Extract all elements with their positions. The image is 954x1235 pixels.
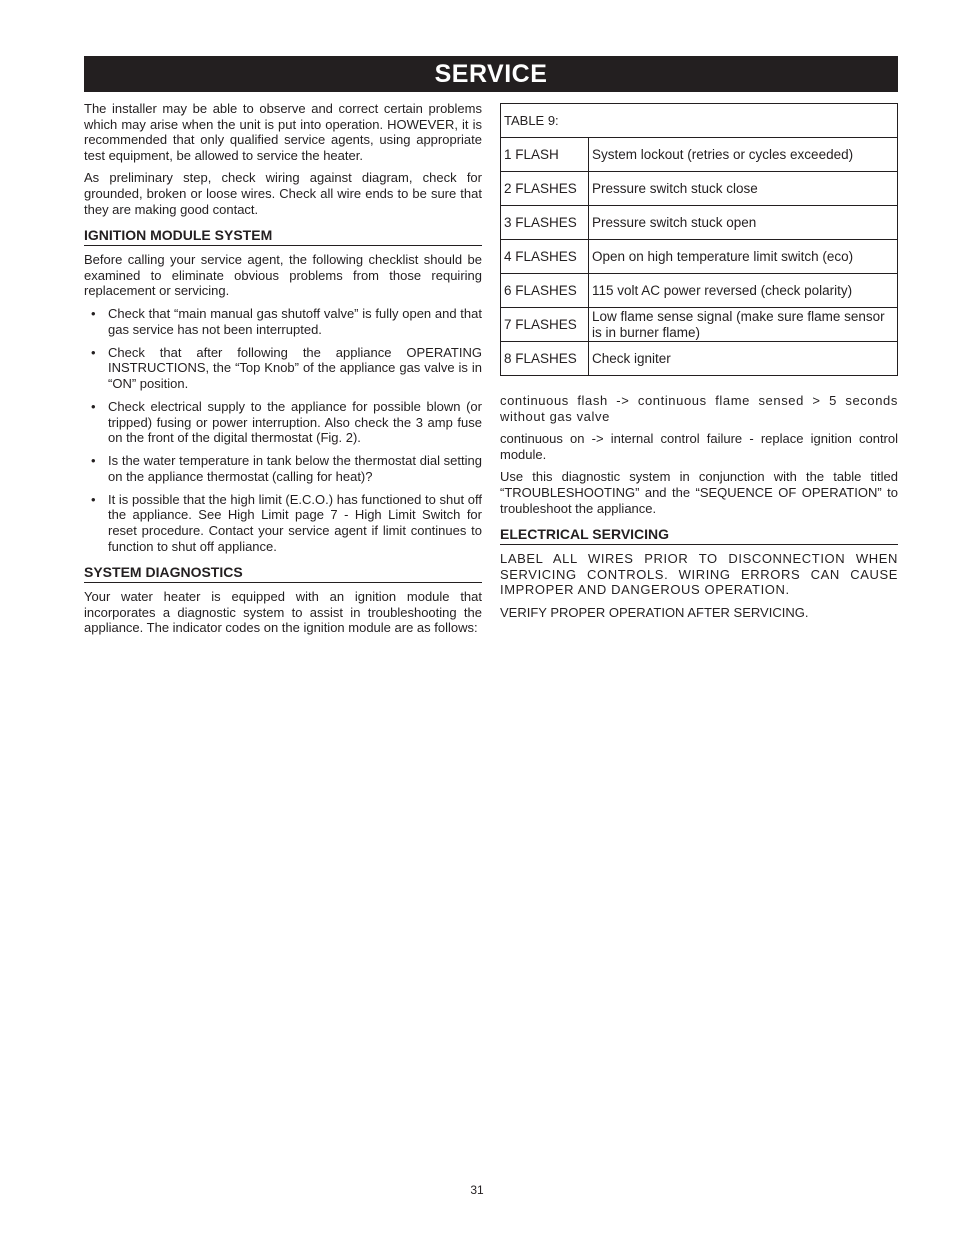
checklist-item: • Check that after following the appliance OPERATING INSTRUCTIONS, the “Top Knob” of the appliance gas valve is in “ON” position.: [84, 345, 482, 392]
flash-meaning: System lockout (retries or cycles exceeded): [589, 138, 898, 172]
ignition-module-heading: IGNITION MODULE SYSTEM: [84, 227, 482, 246]
flash-code: 4 FLASHES: [501, 240, 589, 274]
table-row: [501, 308, 898, 342]
intro-paragraph-1: The installer may be able to observe and correct certain problems which may arise when the unit is put into operation. HOWEVER, it is recommended that only qualified service agents, using appropriate test equipment, be allowed to service the heater.: [84, 101, 482, 163]
checklist-item: • Check that “main manual gas shutoff valve” is fully open and that gas service has not been interrupted.: [84, 306, 482, 337]
flash-code: 7 FLASHES: [501, 308, 589, 342]
page-number: 31: [470, 1183, 484, 1197]
table-caption-row: [501, 104, 898, 138]
flash-meaning: Pressure switch stuck close: [589, 172, 898, 206]
electrical-warning: LABEL ALL WIRES PRIOR TO DISCONNECTION WHEN SERVICING CONTROLS. WIRING ERRORS CAN CAUSE IMPROPER AND DANGEROUS OPERATION.: [500, 551, 898, 598]
table-row: [501, 172, 898, 206]
flash-meaning: 115 volt AC power reversed (check polarity): [589, 274, 898, 308]
continuous-on-note: continuous on -> internal control failure - replace ignition control module.: [500, 431, 898, 462]
flash-meaning: Pressure switch stuck open: [589, 206, 898, 240]
right-column: [500, 101, 898, 628]
checklist-item: • Is the water temperature in tank below the thermostat dial setting on the appliance thermostat (calling for heat)?: [84, 453, 482, 484]
intro-paragraph-2: As preliminary step, check wiring against diagram, check for grounded, broken or loose wires. Check all wire ends to be sure that they are making good contact.: [84, 170, 482, 217]
electrical-verify: VERIFY PROPER OPERATION AFTER SERVICING.: [500, 604, 809, 620]
page-title: SERVICE: [84, 56, 898, 92]
table-row: [501, 138, 898, 172]
table-row: [501, 342, 898, 376]
flash-code: 6 FLASHES: [501, 274, 589, 308]
electrical-servicing-heading: ELECTRICAL SERVICING: [500, 526, 898, 545]
table-row: [501, 240, 898, 274]
flash-code: 2 FLASHES: [501, 172, 589, 206]
flash-code: 8 FLASHES: [501, 342, 589, 376]
flash-code: 1 FLASH: [501, 138, 589, 172]
flash-meaning: Open on high temperature limit switch (eco): [589, 240, 898, 274]
checklist: [84, 306, 482, 554]
system-diagnostics-heading: SYSTEM DIAGNOSTICS: [84, 564, 482, 583]
left-column: [84, 101, 482, 643]
flash-codes-table: [500, 103, 898, 376]
diagnostic-usage-note: Use this diagnostic system in conjunction with the table titled “TROUBLESHOOTING” and the “SEQUENCE OF OPERATION” to troubleshoot the appliance.: [500, 469, 898, 516]
continuous-flash-note: continuous flash -> continuous flame sensed > 5 seconds without gas valve: [500, 393, 898, 424]
checklist-item: • It is possible that the high limit (E.C.O.) has functioned to shut off the appliance. See High Limit page 7 - High Limit Switch for reset procedure. Contact your service agent if limit continues to function to shut off appliance.: [84, 492, 482, 554]
table-row: [501, 206, 898, 240]
checklist-item: • Check electrical supply to the appliance for possible blown (or tripped) fusing or power interruption. Also check the 3 amp fuse on the front of the digital thermostat (Fig. 2).: [84, 399, 482, 446]
ignition-module-text: Before calling your service agent, the following checklist should be examined to eliminate obvious problems from those requiring replacement or servicing.: [84, 252, 482, 299]
flash-code: 3 FLASHES: [501, 206, 589, 240]
table-row: [501, 274, 898, 308]
system-diagnostics-text: Your water heater is equipped with an ignition module that incorporates a diagnostic system to assist in troubleshooting the appliance. The indicator codes on the ignition module are as follows:: [84, 589, 482, 636]
flash-meaning: Check igniter: [589, 342, 898, 376]
flash-meaning: Low flame sense signal (make sure flame sensor is in burner flame): [589, 308, 898, 342]
table-caption: TABLE 9:: [501, 104, 898, 138]
